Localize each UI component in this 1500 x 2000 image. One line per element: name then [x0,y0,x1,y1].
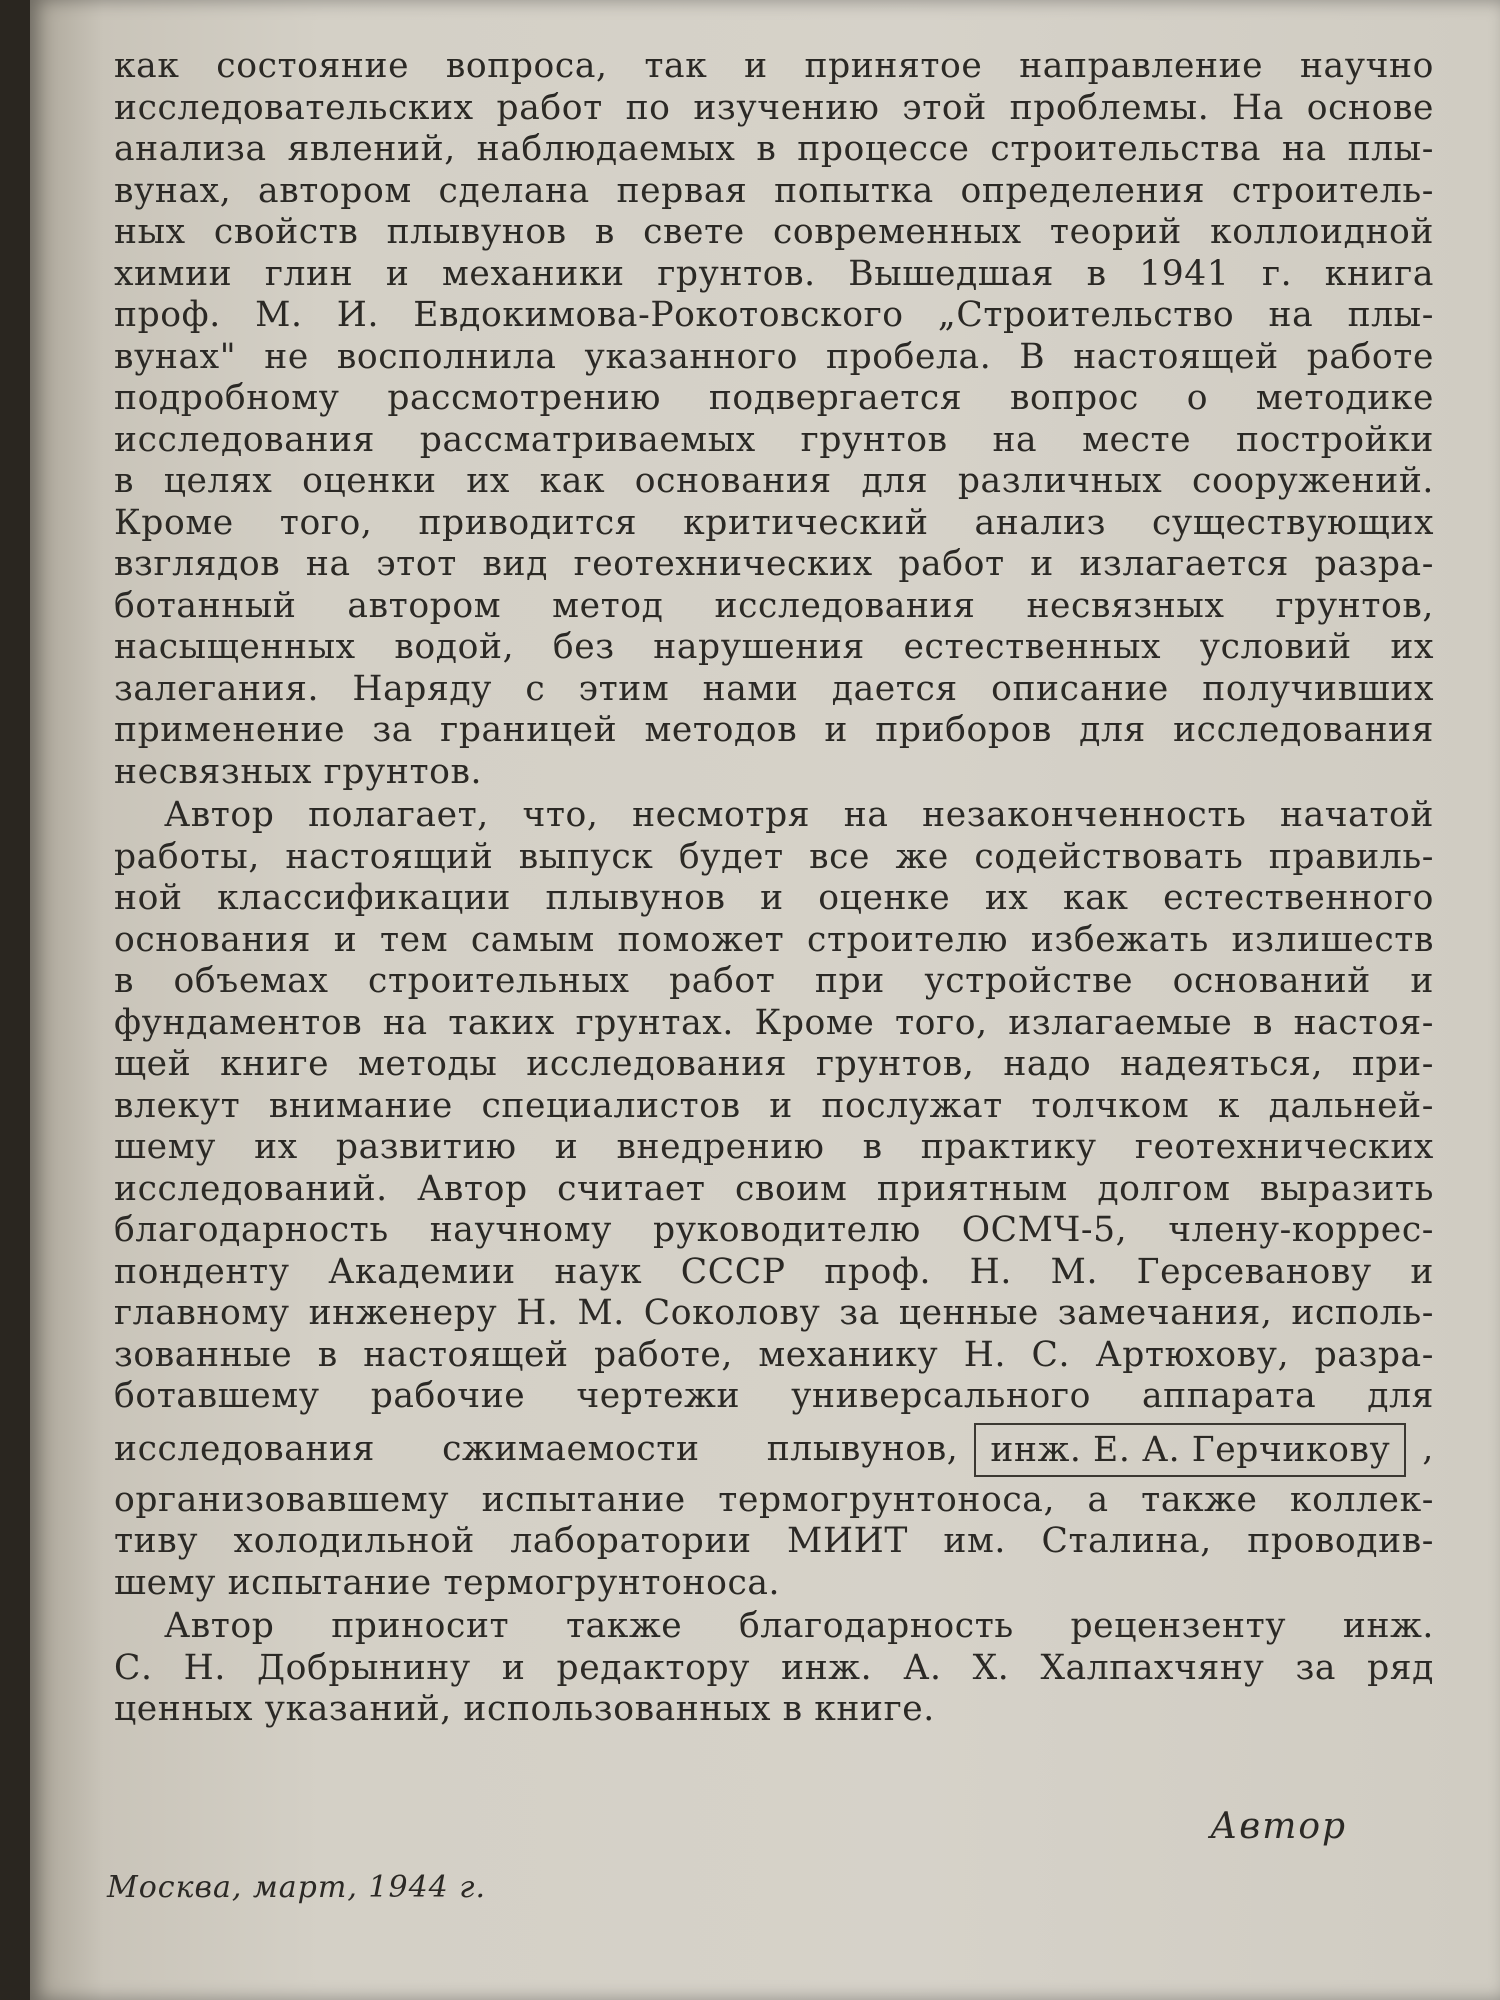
text-line: основания и тем самым поможет строителю избежать излишеств [114,919,1434,960]
text-line: в целях оценки их как основания для различных сооружений. [114,461,1434,501]
text-line: ботавшему рабочие чертежи универсального аппарата для [114,1376,1434,1416]
paragraph-2 [114,795,1434,1604]
text-line: исследования рассматриваемых грунтов на месте постройки [114,419,1434,460]
book-page [30,0,1500,2000]
paragraph-1 [114,46,1434,793]
text-line: насыщенных водой, без нарушения естественных условий их [114,627,1434,667]
text-line: организовавшему испытание термогрунтоноса, а также коллек- [114,1479,1434,1520]
text-line: ной классификации плывунов и оценке их как естественного [114,878,1434,918]
text-line: вунах" не восполнила указанного пробела. В настоящей работе [114,336,1434,377]
text-line: ботанный автором метод исследования несвязных грунтов, [114,585,1434,626]
text-line: исследования сжимаемости плывунов, [114,1428,959,1469]
boxed-name-line [114,1422,1434,1478]
text-line: в объемах строительных работ при устройстве оснований и [114,961,1434,1001]
text-line: проф. М. И. Евдокимова-Рокотовского „Строительство на плы- [114,295,1434,335]
text-line: шему испытание термогрунтоноса. [114,1562,781,1603]
text-line: зованные в настоящей работе, механику Н. С. Артюхову, разра- [114,1334,1434,1375]
text-line: влекут внимание специалистов и послужат толчком к дальней- [114,1085,1434,1126]
text-line: шему их развитию и внедрению в практику геотехнических [114,1127,1434,1167]
trailing-comma: , [1422,1428,1434,1469]
text-line: исследований. Автор считает своим приятным долгом выразить [114,1168,1434,1209]
author-signature: Автор [1210,1806,1348,1847]
text-line: применение за границей методов и приборов для исследования [114,710,1434,750]
text-line: подробному рассмотрению подвергается вопрос о методике [114,378,1434,418]
text-line: взглядов на этот вид геотехнических работ и излагается разра- [114,544,1434,584]
text-line: понденту Академии наук СССР проф. Н. М. Герсеванову и [114,1251,1434,1292]
text-line: Автор полагает, что, несмотря на незаконченность начатой [164,795,1434,835]
text-line: С. Н. Добрынину и редактору инж. А. Х. Халпахчяну за ряд [114,1647,1434,1688]
body-text [114,46,1434,1731]
text-line: химии глин и механики грунтов. Вышедшая в 1941 г. книга [114,253,1434,294]
paragraph-3 [114,1606,1434,1731]
text-line: благодарность научному руководителю ОСМЧ-5, члену-коррес- [114,1210,1434,1250]
boxed-name: инж. Е. А. Герчикову [974,1423,1406,1477]
text-line: вунах, автором сделана первая попытка определения строитель- [114,170,1434,211]
text-line: тиву холодильной лаборатории МИИТ им. Сталина, проводив- [114,1521,1434,1561]
text-line: анализа явлений, наблюдаемых в процессе строительства на плы- [114,129,1434,169]
place-and-date: Москва, март, 1944 г. [107,1870,486,1905]
text-line: фундаментов на таких грунтах. Кроме того, излагаемые в настоя- [114,1002,1434,1043]
text-line: Кроме того, приводится критический анализ существующих [114,502,1434,543]
text-line: щей книге методы исследования грунтов, надо надеяться, при- [114,1044,1434,1084]
text-line: исследовательских работ по изучению этой проблемы. На основе [114,87,1434,128]
text-line: несвязных грунтов. [114,751,483,792]
text-line: ценных указаний, использованных в книге. [114,1689,935,1729]
text-line: залегания. Наряду с этим нами дается описание получивших [114,668,1434,709]
text-line: работы, настоящий выпуск будет все же содействовать правиль- [114,836,1434,877]
text-line: ных свойств плывунов в свете современных теорий коллоидной [114,212,1434,252]
text-line: Автор приносит также благодарность рецензенту инж. [164,1606,1434,1646]
text-line: главному инженеру Н. М. Соколову за ценные замечания, исполь- [114,1293,1434,1333]
text-line: как состояние вопроса, так и принятое направление научно [114,46,1434,86]
